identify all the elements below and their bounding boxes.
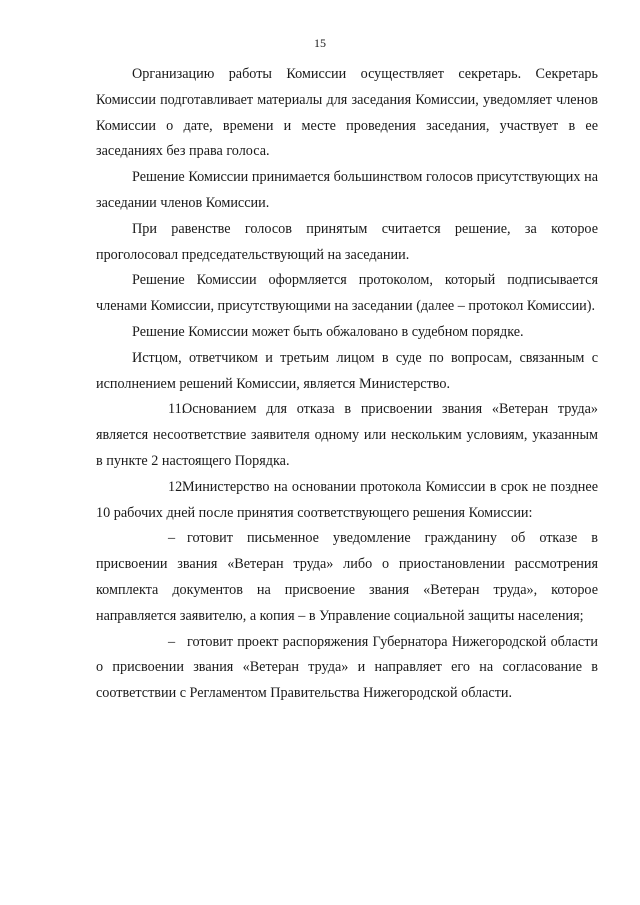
item-number: 11. (168, 401, 186, 418)
paragraph-secretary: Организацию работы Комиссии осуществляет секретарь. Секретарь Комиссии подготавливает материалы для заседания Комиссии, уведомляет членов Комиссии о дате, времени и месте проведения заседания, участвует в ее заседаниях без права голоса. (96, 66, 598, 160)
paragraph-majority-vote: Решение Комиссии принимается большинством голосов присутствующих на заседании членов Комиссии. (96, 169, 598, 211)
item-12 (96, 475, 598, 527)
item-text: Министерство на основании протокола Комиссии в срок не позднее 10 рабочих дней после принятия соответствующего решения Комиссии: (96, 478, 598, 521)
paragraph-equal-votes: При равенстве голосов принятым считается решение, за которое проголосовал председательствующий на заседании. (96, 220, 598, 263)
paragraph-protocol: Решение Комиссии оформляется протоколом, который подписывается членами Комиссии, присутствующими на заседании (далее – протокол Комиссии). (96, 272, 598, 315)
dash-marker: – (168, 530, 176, 547)
document-body (96, 62, 598, 707)
bullet-text: готовит письменное уведомление гражданину об отказе в присвоении звания «Ветеран труда» либо о приостановлении рассмотрения комплекта документов на присвоение звания «Ветеран труда», которое направляется заявителю, а копия – в Управление социальной защиты населения; (96, 530, 598, 624)
paragraph-court-parties: Истцом, ответчиком и третьим лицом в суде по вопросам, связанным с исполнением решений Комиссии, является Министерство. (96, 349, 598, 392)
bullet-text: готовит проект распоряжения Губернатора Нижегородской области о присвоении звания «Ветеран труда» и направляет его на согласование в соответствии с Регламентом Правительства Нижегородской области. (96, 633, 598, 702)
bullet-item (96, 526, 598, 629)
page-number: 15 (314, 36, 326, 50)
item-11 (96, 397, 598, 474)
dash-marker: – (168, 633, 176, 650)
item-number: 12. (168, 478, 186, 495)
item-text: Основанием для отказа в присвоении звания «Ветеран труда» является несоответствие заявителя одному или нескольким условиям, указанным в пункте 2 настоящего Порядка. (96, 401, 598, 469)
paragraph-appeal: Решение Комиссии может быть обжаловано в судебном порядке. (132, 323, 524, 340)
bullet-item (96, 630, 598, 707)
